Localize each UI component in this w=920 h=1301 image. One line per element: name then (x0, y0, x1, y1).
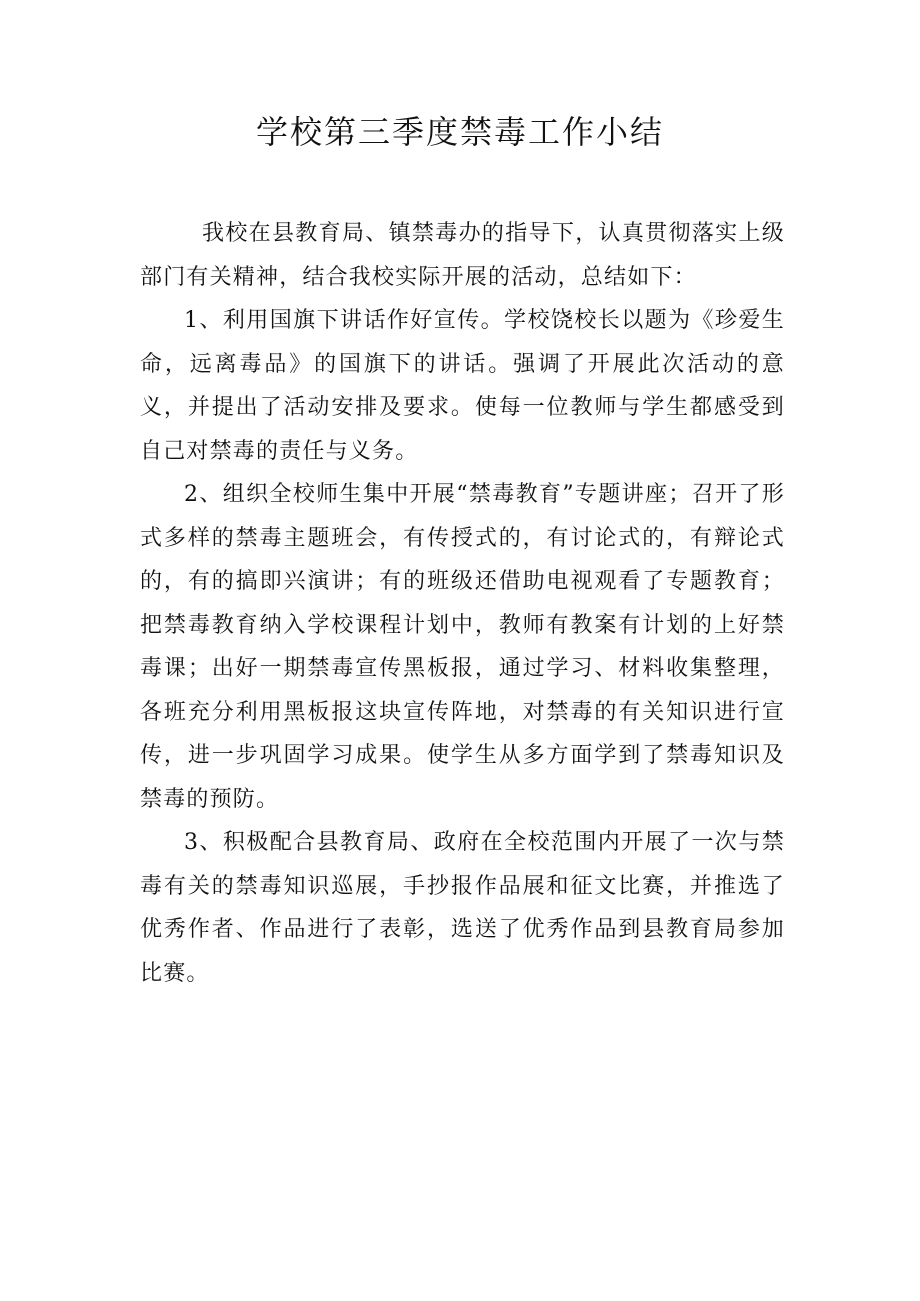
intro-paragraph: 我校在县教育局、镇禁毒办的指导下，认真贯彻落实上级部门有关精神，结合我校实际开展的活动，总结如下： (140, 221, 785, 290)
paragraph-item-3: 3、积极配合县教育局、政府在全校范围内开展了一次与禁毒有关的禁毒知识巡展，手抄报作品展和征文比赛，并推选了优秀作者、作品进行了表彰，选送了优秀作品到县教育局参加比赛。 (140, 830, 785, 986)
document-body (140, 212, 785, 995)
document-title: 学校第三季度禁毒工作小结 (255, 113, 664, 151)
paragraph-item-1: 1、利用国旗下讲话作好宣传。学校饶校长以题为《珍爱生命，远离毒品》的国旗下的讲话。强调了开展此次活动的意义，并提出了活动安排及要求。使每一位教师与学生都感受到自己对禁毒的责任与义务。 (140, 308, 785, 464)
paragraph-item-2: 2、组织全校师生集中开展“禁毒教育”专题讲座；召开了形式多样的禁毒主题班会，有传授式的，有讨论式的，有辩论式的，有的搞即兴演讲；有的班级还借助电视观看了专题教育；把禁毒教育纳入学校课程计划中，教师有教案有计划的上好禁毒课；出好一期禁毒宣传黑板报，通过学习、材料收集整理，各班充分利用黑板报这块宣传阵地，对禁毒的有关知识进行宣传，进一步巩固学习成果。使学生从多方面学到了禁毒知识及禁毒的预防。 (140, 482, 785, 812)
